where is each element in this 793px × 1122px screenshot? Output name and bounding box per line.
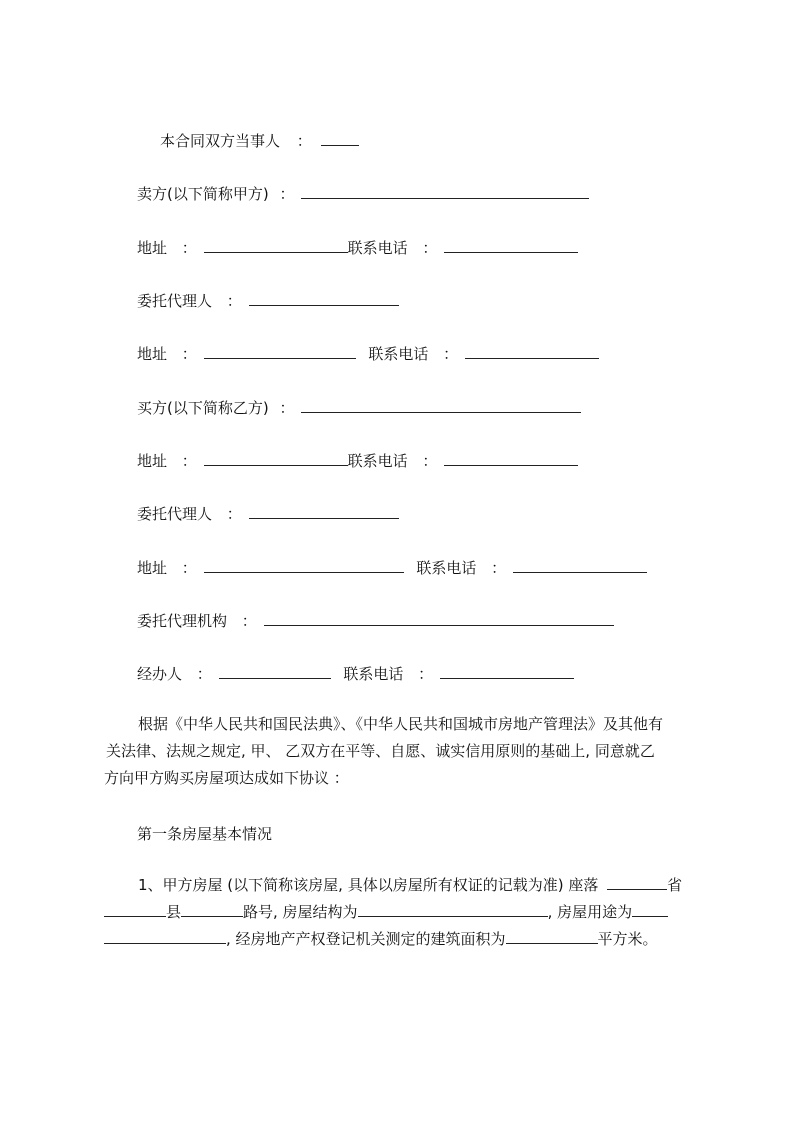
handler-blank[interactable]	[219, 664, 331, 679]
handler-phone-label: 联系电话	[343, 665, 404, 683]
seller-agent-address-line: 地址 ： 联系电话 ：	[137, 344, 599, 364]
preamble-line-1: 根据《中华人民共和国民法典》、《中华人民共和国城市房地产管理法》及其他有	[138, 715, 664, 733]
buyer-agent-address-label: 地址	[137, 559, 168, 577]
parties-blank[interactable]	[321, 131, 359, 146]
seller-agent-line: 委托代理人 ：	[137, 291, 399, 311]
buyer-agent-address-line: 地址 ： 联系电话 ：	[137, 558, 647, 578]
seller-label: 卖方(以下简称甲方)	[137, 185, 269, 203]
usage-blank[interactable]	[632, 902, 668, 917]
buyer-agent-line: 委托代理人 ：	[137, 504, 399, 524]
preamble-line-2: 关法律、法规之规定, 甲、 乙双方在平等、自愿、诚实信用原则的基础上, 同意就乙	[106, 742, 655, 760]
buyer-phone-blank[interactable]	[444, 451, 578, 466]
seller-phone-label: 联系电话	[347, 239, 408, 257]
handler-phone-blank[interactable]	[440, 664, 574, 679]
county-blank[interactable]	[181, 902, 243, 917]
agency-label: 委托代理机构	[137, 612, 228, 630]
province-blank[interactable]	[607, 875, 667, 890]
buyer-address-label: 地址	[137, 452, 168, 470]
usage-blank-cont[interactable]	[104, 929, 226, 944]
seller-agent-address-label: 地址	[137, 345, 168, 363]
buyer-agent-phone-label: 联系电话	[416, 559, 477, 577]
article1-title: 第一条房屋基本情况	[137, 825, 273, 843]
agency-line: 委托代理机构 ：	[137, 611, 614, 631]
handler-line: 经办人 ： 联系电话 ：	[137, 664, 574, 684]
buyer-address-blank[interactable]	[204, 451, 348, 466]
seller-address-label: 地址	[137, 239, 168, 257]
buyer-line: 买方(以下简称乙方) ：	[137, 398, 581, 418]
item1-line-1: 1、甲方房屋 (以下简称该房屋, 具体以房屋所有权证的记载为准) 座落 省	[138, 876, 683, 894]
seller-name-blank[interactable]	[301, 184, 589, 199]
parties-line: 本合同双方当事人 ：	[160, 131, 359, 151]
buyer-address-line: 地址 ： 联系电话 ：	[137, 451, 578, 471]
seller-agent-label: 委托代理人	[137, 292, 213, 310]
handler-label: 经办人	[137, 665, 183, 683]
seller-address-line: 地址 ： 联系电话 ：	[137, 238, 578, 258]
parties-label: 本合同双方当事人	[160, 132, 281, 150]
seller-phone-blank[interactable]	[444, 238, 578, 253]
seller-agent-phone-blank[interactable]	[465, 344, 599, 359]
agency-blank[interactable]	[264, 611, 614, 626]
buyer-agent-address-blank[interactable]	[204, 558, 404, 573]
preamble-paragraph	[104, 711, 716, 792]
buyer-agent-phone-blank[interactable]	[513, 558, 647, 573]
article1-item1	[104, 872, 716, 953]
seller-agent-blank[interactable]	[249, 291, 399, 306]
preamble-line-3: 方向甲方购买房屋项达成如下协议 ：	[104, 769, 349, 787]
seller-address-blank[interactable]	[204, 238, 348, 253]
buyer-label: 买方(以下简称乙方)	[137, 399, 269, 417]
buyer-agent-label: 委托代理人	[137, 505, 213, 523]
seller-agent-phone-label: 联系电话	[368, 345, 429, 363]
item1-line-3: , 经房地产产权登记机关测定的建筑面积为 平方米。	[104, 926, 716, 953]
city-blank[interactable]	[104, 902, 166, 917]
area-blank[interactable]	[506, 929, 598, 944]
seller-line: 卖方(以下简称甲方) ：	[137, 184, 589, 204]
buyer-phone-label: 联系电话	[347, 452, 408, 470]
item1-line-2: 县 路号, 房屋结构为 , 房屋用途为	[104, 899, 716, 926]
structure-blank[interactable]	[358, 902, 548, 917]
buyer-agent-blank[interactable]	[249, 504, 399, 519]
buyer-name-blank[interactable]	[301, 398, 581, 413]
seller-agent-address-blank[interactable]	[204, 344, 356, 359]
